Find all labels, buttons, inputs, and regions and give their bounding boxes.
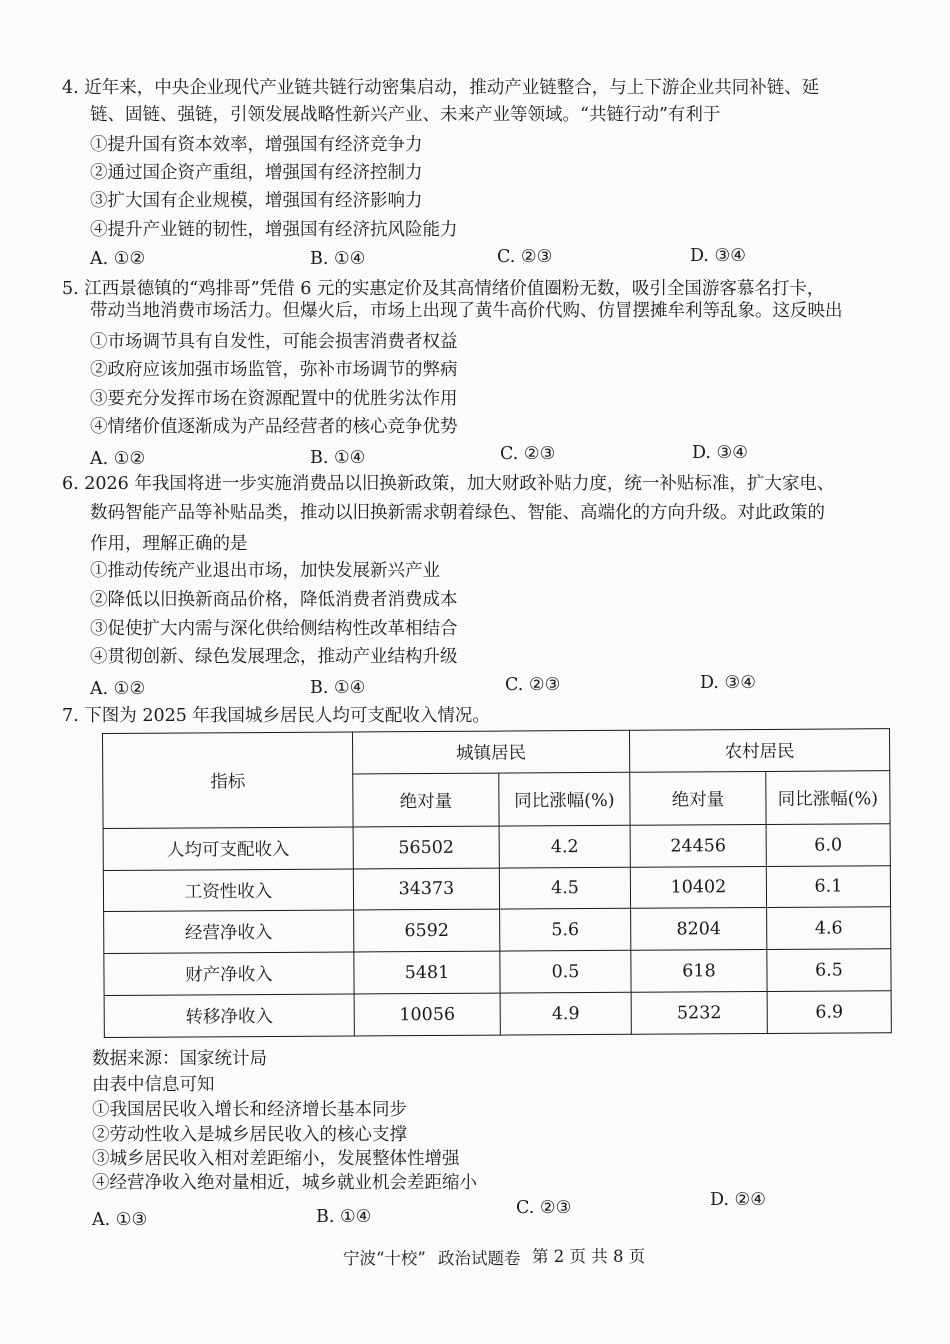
question-stem-line: 作用，理解正确的是: [90, 534, 248, 554]
option-a[interactable]: A. ①③: [92, 1210, 148, 1230]
table-header-group: 农村居民: [629, 729, 889, 773]
table-row: [104, 991, 891, 1038]
table-subheader: 绝对量: [630, 771, 766, 825]
table-row-label: 财产净收入: [104, 952, 354, 996]
statement-item: ①提升国有资本效率，增强国有经济竞争力: [90, 135, 423, 155]
option-a[interactable]: A. ①②: [90, 249, 146, 269]
table-row: [103, 824, 890, 871]
income-table: [102, 728, 892, 1038]
question-stem-line: 5. 江西景德镇的“鸡排哥”凭借 6 元的实惠定价及其高情绪价值圈粉无数，吸引全国游客慕名打卡，: [62, 279, 825, 299]
table-header-indicator: 指标: [103, 732, 354, 829]
table-row-label: 转移净收入: [104, 994, 354, 1038]
question-stem-line: 7. 下图为 2025 年我国城乡居民人均可支配收入情况。: [62, 706, 490, 726]
footer-page-info: 第 2 页 共 8 页: [532, 1247, 646, 1266]
table-row-label: 工资性收入: [103, 869, 353, 912]
option-d[interactable]: D. ③④: [690, 246, 746, 266]
table-cell: 5232: [631, 991, 767, 1034]
option-b[interactable]: B. ①④: [310, 678, 366, 698]
statement-item: ①我国居民收入增长和经济增长基本同步: [92, 1100, 407, 1120]
table-cell: 6.9: [767, 991, 891, 1034]
statement-item: ④经营净收入绝对量相近，城乡就业机会差距缩小: [92, 1173, 477, 1193]
question-prompt: 由表中信息可知: [92, 1075, 215, 1095]
table-cell: 6592: [354, 909, 500, 952]
option-b[interactable]: B. ①④: [310, 249, 366, 269]
table-subheader: 同比涨幅(%): [766, 771, 890, 825]
statement-item: ③促使扩大内需与深化供给侧结构性改革相结合: [90, 619, 458, 639]
option-d[interactable]: D. ③④: [700, 673, 756, 693]
statement-item: ②政府应该加强市场监管，弥补市场调节的弊病: [90, 360, 458, 380]
statement-item: ①推动传统产业退出市场，加快发展新兴产业: [90, 561, 440, 581]
table-row: [104, 949, 891, 996]
table-cell: 34373: [353, 868, 499, 910]
option-c[interactable]: C. ②③: [505, 675, 561, 695]
table-cell: 5481: [354, 951, 500, 994]
table-subheader: 同比涨幅(%): [499, 772, 630, 826]
table-row-label: 人均可支配收入: [103, 827, 353, 871]
table-cell: 6.5: [767, 949, 891, 992]
table-row: [104, 907, 891, 954]
table-row: [103, 866, 890, 912]
footer-school: 宁波“十校”: [343, 1249, 426, 1268]
statement-item: ③城乡居民收入相对差距缩小，发展整体性增强: [92, 1149, 460, 1169]
table-cell: 618: [631, 949, 767, 992]
table-cell: 6.0: [766, 824, 890, 867]
question-stem-line: 链、固链、强链，引领发展战略性新兴产业、未来产业等领域。“共链行动”有利于: [90, 105, 721, 125]
table-cell: 0.5: [500, 950, 631, 993]
data-source: 数据来源：国家统计局: [92, 1049, 267, 1069]
table-row-label: 经营净收入: [104, 910, 354, 954]
table-subheader: 绝对量: [353, 773, 499, 827]
table-cell: 8204: [631, 907, 767, 950]
question-stem-line: 4. 近年来，中央企业现代产业链共链行动密集启动，推动产业链整合，与上下游企业共同补链、延: [62, 78, 820, 98]
statement-item: ③扩大国有企业规模，增强国有经济影响力: [90, 191, 423, 211]
option-d[interactable]: D. ③④: [692, 443, 748, 463]
option-b[interactable]: B. ①④: [310, 448, 366, 468]
table-cell: 10402: [630, 866, 766, 908]
statement-item: ②通过国企资产重组，增强国有经济控制力: [90, 163, 423, 183]
table-cell: 4.9: [500, 992, 631, 1035]
table-cell: 56502: [353, 826, 499, 869]
question-stem-line: 带动当地消费市场活力。但爆火后，市场上出现了黄牛高价代购、仿冒摆摊牟利等乱象。这反映出: [90, 301, 843, 321]
table-cell: 5.6: [500, 908, 631, 951]
option-a[interactable]: A. ①②: [90, 679, 146, 699]
statement-item: ②降低以旧换新商品价格，降低消费者消费成本: [90, 590, 458, 610]
table-header-group: 城镇居民: [352, 730, 629, 774]
statement-item: ①市场调节具有自发性，可能会损害消费者权益: [90, 332, 458, 352]
option-c[interactable]: C. ②③: [500, 444, 556, 464]
table-cell: 4.6: [767, 907, 891, 950]
table-cell: 4.5: [499, 867, 630, 909]
table-cell: 4.2: [499, 825, 630, 868]
table-cell: 10056: [354, 993, 500, 1036]
option-a[interactable]: A. ①②: [90, 449, 146, 469]
statement-item: ③要充分发挥市场在资源配置中的优胜劣汰作用: [90, 389, 458, 409]
table-cell: 24456: [630, 824, 766, 867]
statement-item: ④情绪价值逐渐成为产品经营者的核心竞争优势: [90, 417, 458, 437]
question-stem-line: 数码智能产品等补贴品类，推动以旧换新需求朝着绿色、智能、高端化的方向升级。对此政策的: [90, 503, 825, 523]
option-c[interactable]: C. ②③: [516, 1198, 572, 1218]
statement-item: ④贯彻创新、绿色发展理念，推动产业结构升级: [90, 647, 458, 667]
option-d[interactable]: D. ②④: [710, 1190, 766, 1210]
statement-item: ②劳动性收入是城乡居民收入的核心支撑: [92, 1125, 407, 1145]
table-cell: 6.1: [766, 866, 890, 908]
footer-subject: 政治试题卷: [438, 1249, 521, 1268]
statement-item: ④提升产业链的韧性，增强国有经济抗风险能力: [90, 220, 458, 240]
option-c[interactable]: C. ②③: [497, 247, 553, 267]
question-stem-line: 6. 2026 年我国将进一步实施消费品以旧换新政策，加大财政补贴力度，统一补贴标准，扩大家电、: [62, 474, 835, 494]
option-b[interactable]: B. ①④: [316, 1207, 372, 1227]
